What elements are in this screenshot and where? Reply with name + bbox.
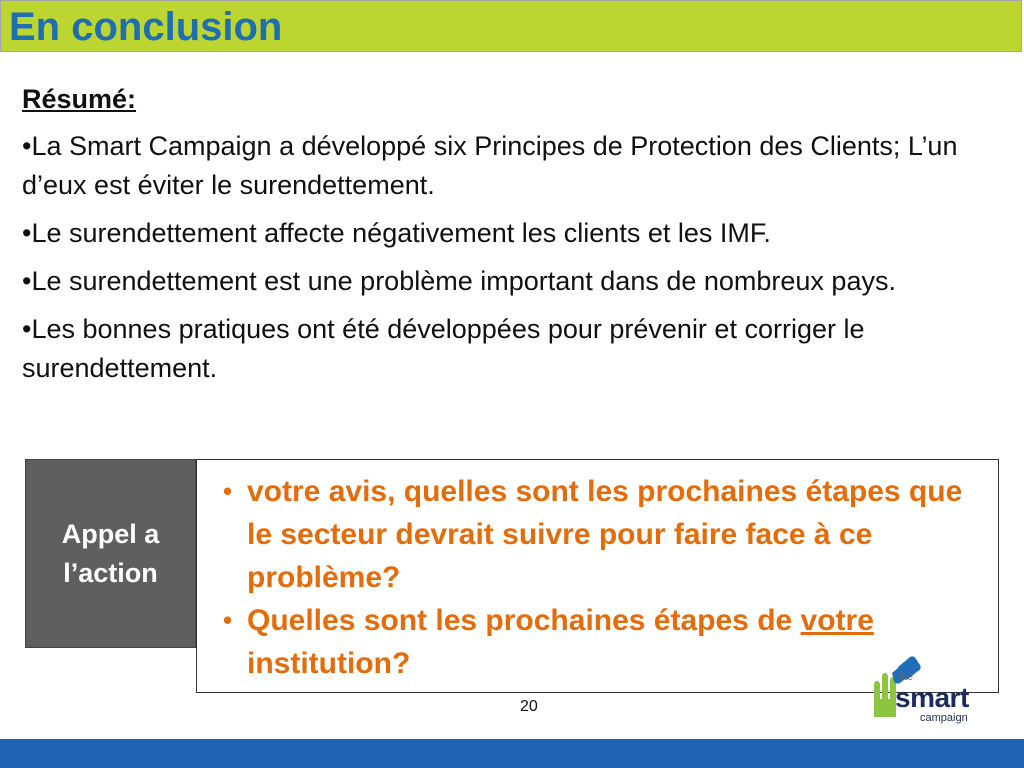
footer-bar — [0, 739, 1024, 768]
logo-the-text: the — [899, 672, 913, 683]
summary-bullet-4: •Les bonnes pratiques ont été développées pour prévenir et corriger le surendettement. — [22, 314, 865, 383]
call-to-action-item-1: • votre avis, quelles sont les prochaines étapes que le secteur devrait suivre pour faire face à ce problème? — [219, 470, 978, 599]
logo-smart-text: smart — [895, 682, 969, 713]
slide-title: En conclusion — [9, 5, 283, 49]
summary-bullet-1: •La Smart Campaign a développé six Principes de Protection des Clients; L’un d’eux est éviter le surendettement. — [22, 131, 958, 200]
page-number: 20 — [520, 698, 538, 715]
smart-campaign-logo — [862, 655, 982, 725]
logo-campaign-text: campaign — [920, 712, 968, 724]
summary-bullet-3: •Le surendettement est une problème important dans de nombreux pays. — [22, 266, 896, 296]
title-bar — [0, 0, 1022, 52]
call-to-action-item-2-prefix: Quelles sont les prochaines étapes de — [247, 604, 801, 637]
summary-section — [22, 80, 1002, 397]
call-to-action-label-box — [25, 459, 196, 648]
call-to-action-list — [197, 460, 998, 685]
call-to-action-label: Appel a l’action — [61, 518, 160, 588]
call-to-action-item-2-underlined: votre — [800, 604, 874, 637]
summary-bullet-2: •Le surendettement affecte négativement les clients et les IMF. — [22, 218, 771, 248]
summary-heading: Résumé: — [22, 84, 137, 114]
call-to-action-item-2-suffix: institution? — [247, 647, 411, 680]
